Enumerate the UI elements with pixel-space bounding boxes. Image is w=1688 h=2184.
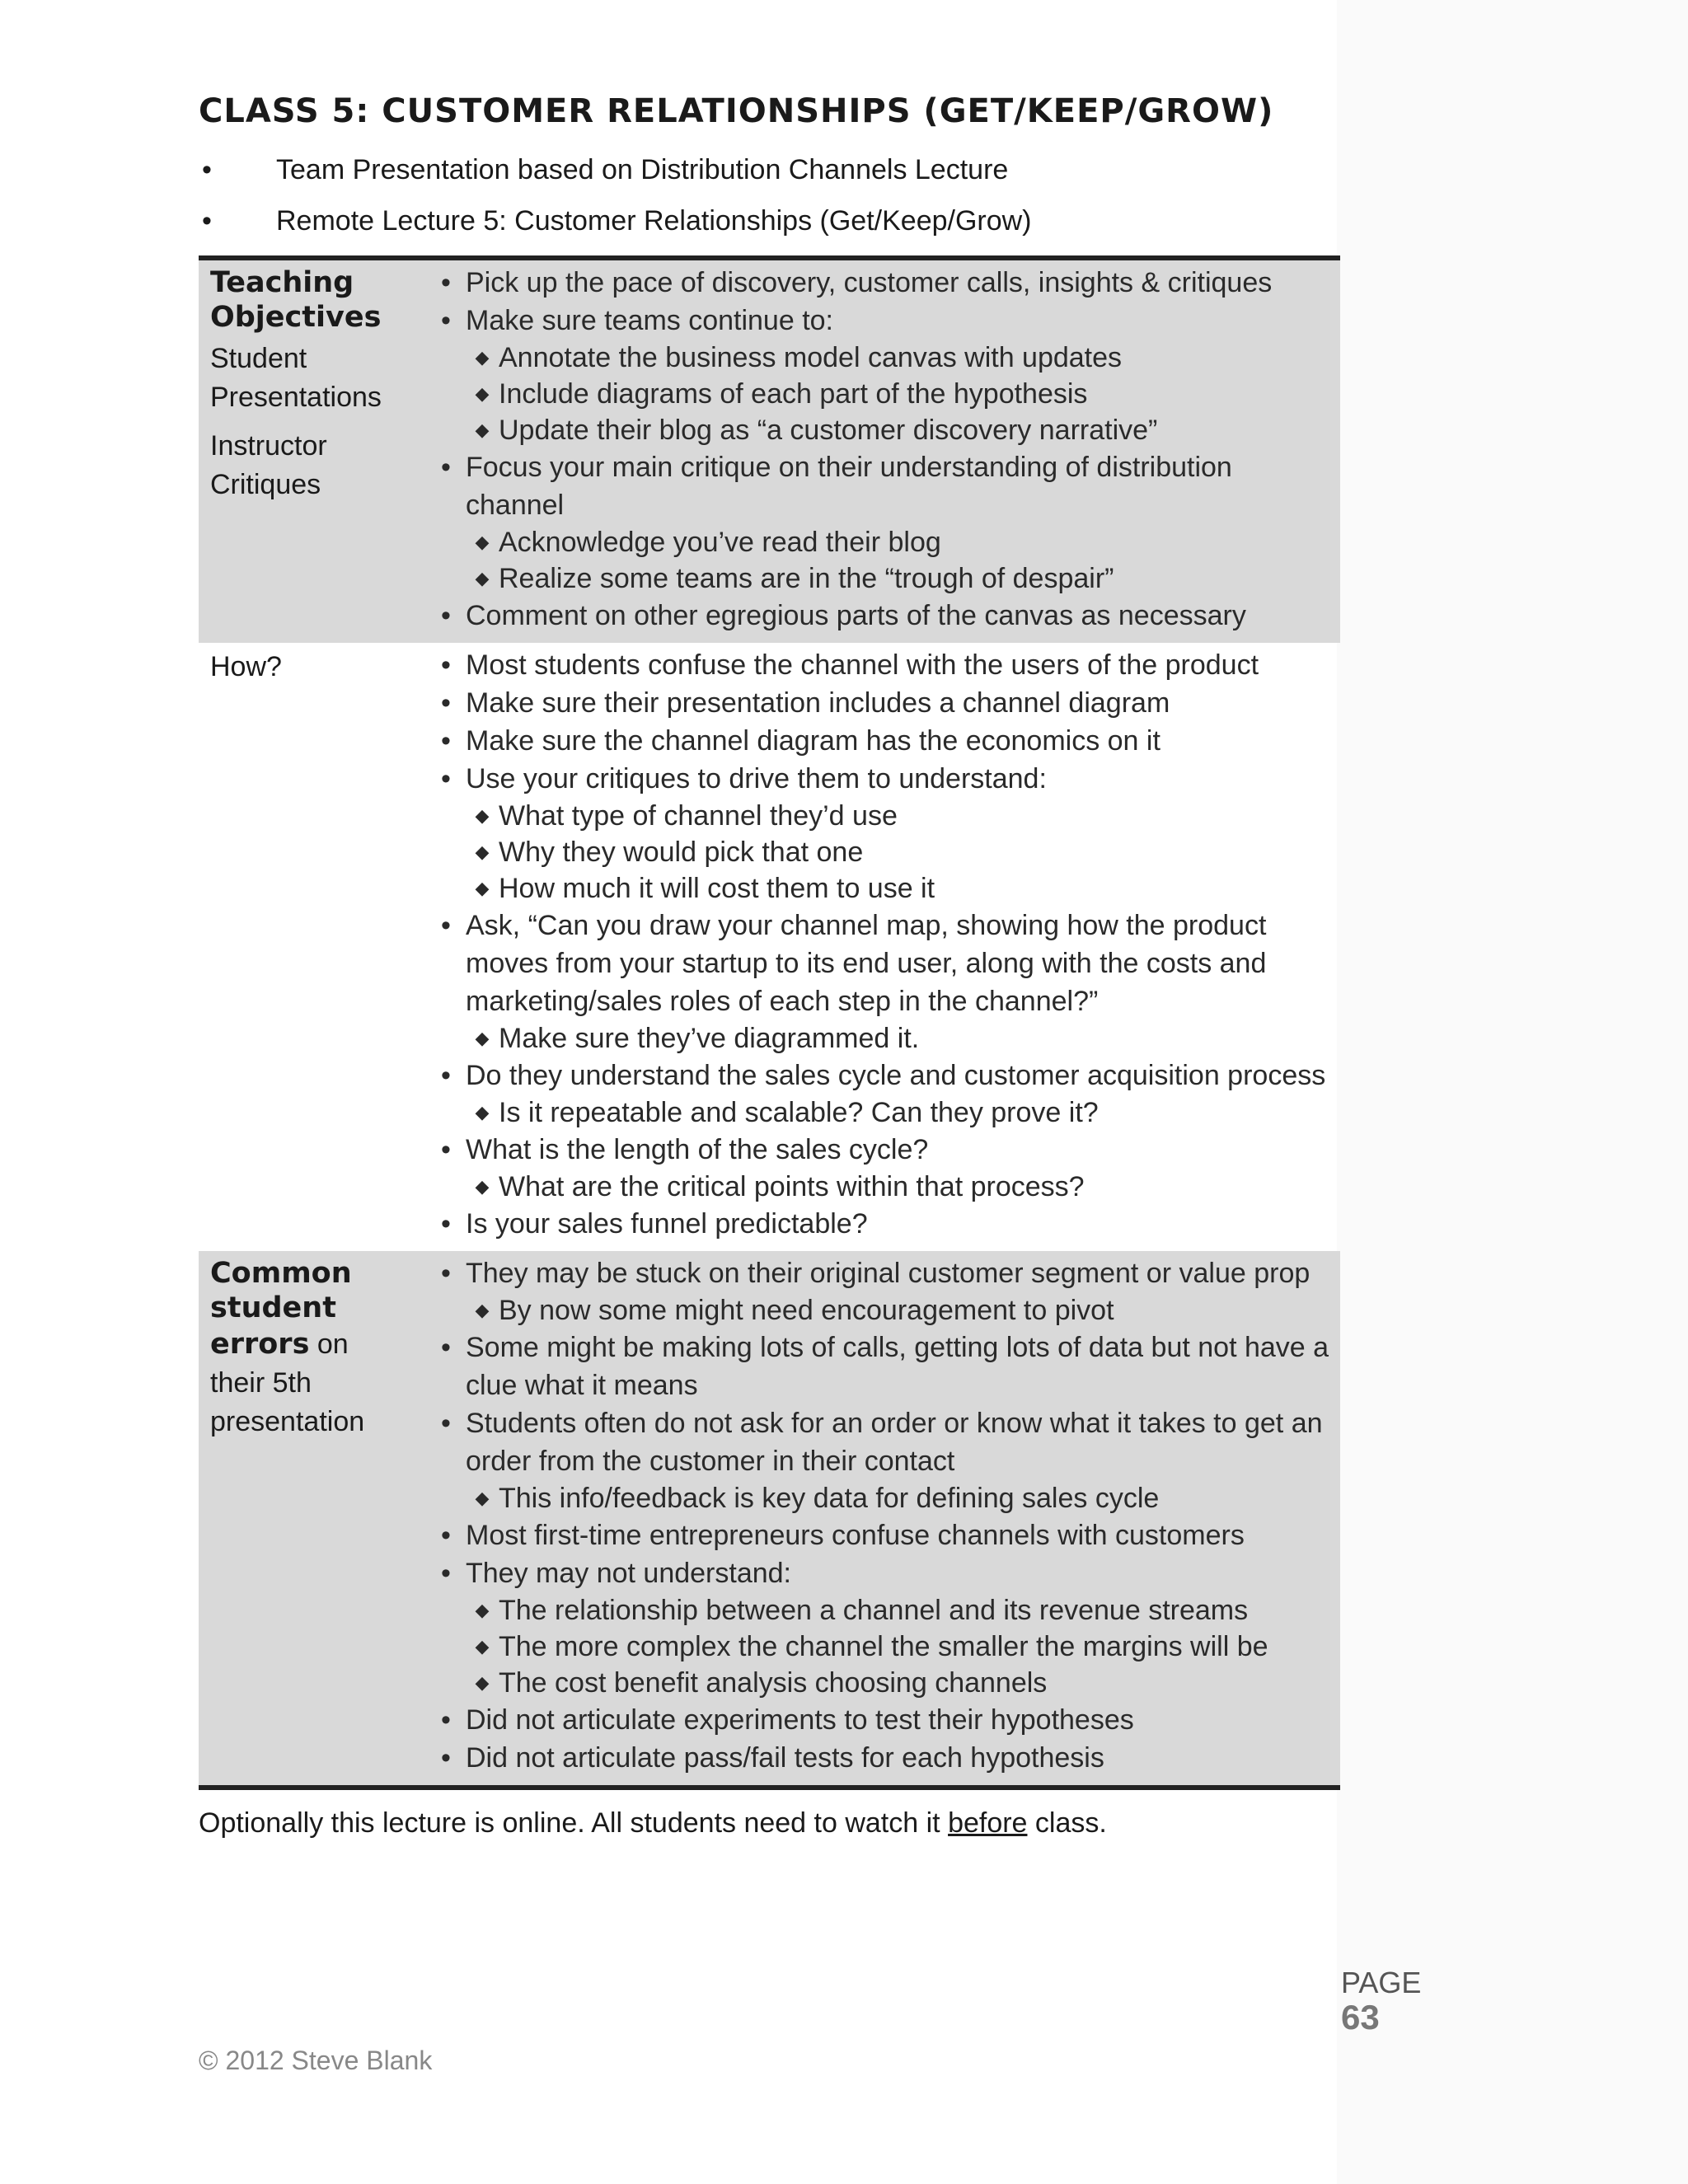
list-item-text: Focus your main critique on their understanding of distribution channel xyxy=(466,452,1232,521)
bullet: • xyxy=(441,649,451,681)
bullet: • xyxy=(441,1060,451,1091)
bullet: • xyxy=(441,452,451,483)
bullet: • xyxy=(202,154,212,185)
sub-list-item xyxy=(426,798,1332,834)
list-item xyxy=(426,448,1332,524)
sub-list-item xyxy=(426,340,1332,376)
bullet: • xyxy=(441,1742,451,1774)
label-text: Presentations xyxy=(210,382,382,413)
bullet: • xyxy=(441,1332,451,1363)
bullet: • xyxy=(441,267,451,298)
sub-list-item xyxy=(426,1629,1332,1665)
footer-note-text: class. xyxy=(1027,1807,1107,1839)
sub-list-item xyxy=(426,1094,1332,1131)
row-items xyxy=(426,258,1340,643)
table-row-teaching-objectives xyxy=(199,258,1340,643)
teaching-table xyxy=(199,255,1340,1790)
sub-list-item-text: This info/feedback is key data for defining sales cycle xyxy=(499,1483,1160,1514)
label-text: presentation xyxy=(210,1406,365,1437)
sub-list-item-text: The cost benefit analysis choosing channels xyxy=(499,1667,1048,1699)
bullet: • xyxy=(441,725,451,757)
row-label xyxy=(199,258,426,643)
diamond-bullet-icon: ◆ xyxy=(475,347,490,368)
list-item-text: Some might be making lots of calls, getting lots of data but not have a clue what it means xyxy=(466,1332,1329,1401)
page-title: CLASS 5: CUSTOMER RELATIONSHIPS (GET/KEEP/GROW) xyxy=(199,92,1274,130)
sub-list-item-text: Annotate the business model canvas with updates xyxy=(499,342,1123,373)
list-item-text: They may be stuck on their original customer segment or value prop xyxy=(466,1258,1311,1289)
list-item-text: What is the length of the sales cycle? xyxy=(466,1134,929,1165)
list-item xyxy=(426,1205,1332,1243)
list-item-text: They may not understand: xyxy=(466,1558,792,1589)
sub-list-item xyxy=(426,870,1332,907)
diamond-bullet-icon: ◆ xyxy=(475,532,490,552)
sub-list-item-text: Update their blog as “a customer discovery narrative” xyxy=(499,415,1158,446)
bullet: • xyxy=(441,687,451,719)
sub-list-item xyxy=(426,1592,1332,1629)
row-label xyxy=(199,1251,426,1788)
sub-list-item xyxy=(426,1480,1332,1516)
sub-list-item-text: Is it repeatable and scalable? Can they prove it? xyxy=(499,1097,1099,1128)
row-label xyxy=(199,643,426,1251)
sub-list-item-text: Why they would pick that one xyxy=(499,837,864,868)
sub-list-item xyxy=(426,1665,1332,1701)
table-row-how xyxy=(199,643,1340,1251)
list-item xyxy=(426,1057,1332,1094)
label-text: Student xyxy=(210,343,307,374)
footer-note-text: Optionally this lecture is online. All students need to watch it xyxy=(199,1807,949,1839)
bullet: • xyxy=(441,910,451,941)
list-item-text: Use your critiques to drive them to understand: xyxy=(466,763,1047,794)
label-heading: errors xyxy=(210,1328,310,1361)
list-item xyxy=(426,760,1332,798)
bullet: • xyxy=(441,305,451,336)
page-content xyxy=(199,92,1340,1840)
bullet: • xyxy=(441,1704,451,1736)
label-heading: student xyxy=(210,1291,336,1324)
intro-text: Team Presentation based on Distribution Channels Lecture xyxy=(276,154,1009,185)
label-text: their 5th xyxy=(210,1367,312,1399)
sub-list-item-text: By now some might need encouragement to pivot xyxy=(499,1295,1114,1326)
diamond-bullet-icon: ◆ xyxy=(475,1488,490,1508)
sub-list-item-text: The more complex the channel the smaller the margins will be xyxy=(499,1631,1268,1662)
diamond-bullet-icon: ◆ xyxy=(475,568,490,588)
right-margin-band xyxy=(1337,0,1688,2184)
bullet: • xyxy=(441,600,451,631)
list-item xyxy=(426,597,1332,635)
sub-list-item xyxy=(426,524,1332,560)
intro-item xyxy=(199,204,1340,237)
label-text: How? xyxy=(210,651,282,682)
list-item xyxy=(426,1739,1332,1777)
diamond-bullet-icon: ◆ xyxy=(475,1600,490,1620)
diamond-bullet-icon: ◆ xyxy=(475,878,490,898)
diamond-bullet-icon: ◆ xyxy=(475,1102,490,1122)
sub-list-item xyxy=(426,1292,1332,1329)
sub-list-item xyxy=(426,834,1332,870)
intro-item xyxy=(199,153,1340,186)
list-item-text: Make sure their presentation includes a channel diagram xyxy=(466,687,1170,719)
diamond-bullet-icon: ◆ xyxy=(475,841,490,862)
page-number: 63 xyxy=(1341,1998,1380,2036)
intro-text: Remote Lecture 5: Customer Relationships (Get/Keep/Grow) xyxy=(276,205,1032,237)
list-item xyxy=(426,1254,1332,1292)
sub-list-item-text: Include diagrams of each part of the hypothesis xyxy=(499,378,1088,410)
footer-note xyxy=(199,1807,1340,1840)
list-item-text: Make sure the channel diagram has the economics on it xyxy=(466,725,1160,757)
label-text: on xyxy=(309,1329,349,1360)
bullet: • xyxy=(441,1258,451,1289)
table-row-common-errors xyxy=(199,1251,1340,1788)
copyright: © 2012 Steve Blank xyxy=(199,2046,433,2075)
label-heading: Objectives xyxy=(210,301,382,334)
sub-list-item xyxy=(426,412,1332,448)
list-item xyxy=(426,302,1332,340)
list-item-text: Is your sales funnel predictable? xyxy=(466,1208,868,1240)
list-item xyxy=(426,264,1332,302)
list-item xyxy=(426,646,1332,684)
list-item-text: Most students confuse the channel with the users of the product xyxy=(466,649,1259,681)
list-item-text: Comment on other egregious parts of the canvas as necessary xyxy=(466,600,1246,631)
list-item-text: Students often do not ask for an order or know what it takes to get an order from the customer in their contact xyxy=(466,1408,1323,1477)
label-text: Instructor xyxy=(210,430,327,462)
bullet: • xyxy=(441,1134,451,1165)
sub-list-item xyxy=(426,560,1332,597)
footer-note-emphasis: before xyxy=(948,1807,1028,1839)
list-item-text: Do they understand the sales cycle and customer acquisition process xyxy=(466,1060,1326,1091)
list-item xyxy=(426,907,1332,1020)
bullet: • xyxy=(441,1520,451,1551)
sub-list-item-text: The relationship between a channel and its revenue streams xyxy=(499,1595,1249,1626)
list-item xyxy=(426,1131,1332,1169)
sub-list-item-text: Realize some teams are in the “trough of despair” xyxy=(499,563,1114,594)
diamond-bullet-icon: ◆ xyxy=(475,805,490,826)
bullet: • xyxy=(441,1558,451,1589)
diamond-bullet-icon: ◆ xyxy=(475,419,490,440)
intro-list xyxy=(199,153,1340,237)
bullet: • xyxy=(202,205,212,237)
sub-list-item-text: What type of channel they’d use xyxy=(499,800,898,832)
sub-list-item xyxy=(426,1020,1332,1057)
row-items xyxy=(426,1251,1340,1788)
diamond-bullet-icon: ◆ xyxy=(475,1636,490,1657)
diamond-bullet-icon: ◆ xyxy=(475,1176,490,1197)
label-text: Critiques xyxy=(210,469,321,500)
sub-list-item xyxy=(426,376,1332,412)
list-item-text: Ask, “Can you draw your channel map, showing how the product moves from your startup to its end user, along with the costs and marketing/sales roles of each step in the channel?” xyxy=(466,910,1267,1017)
diamond-bullet-icon: ◆ xyxy=(475,1300,490,1320)
diamond-bullet-icon: ◆ xyxy=(475,1672,490,1693)
sub-list-item-text: Make sure they’ve diagrammed it. xyxy=(499,1023,920,1054)
list-item xyxy=(426,684,1332,722)
row-items xyxy=(426,643,1340,1251)
list-item-text: Did not articulate pass/fail tests for each hypothesis xyxy=(466,1742,1104,1774)
list-item-text: Most first-time entrepreneurs confuse channels with customers xyxy=(466,1520,1245,1551)
bullet: • xyxy=(441,1208,451,1240)
sub-list-item-text: Acknowledge you’ve read their blog xyxy=(499,527,941,558)
list-item-text: Did not articulate experiments to test their hypotheses xyxy=(466,1704,1134,1736)
list-item xyxy=(426,722,1332,760)
sub-list-item-text: What are the critical points within that process? xyxy=(499,1171,1085,1202)
list-item-text: Pick up the pace of discovery, customer calls, insights & critiques xyxy=(466,267,1273,298)
list-item xyxy=(426,1329,1332,1404)
list-item-text: Make sure teams continue to: xyxy=(466,305,834,336)
list-item xyxy=(426,1554,1332,1592)
label-heading: Common xyxy=(210,1257,352,1290)
bullet: • xyxy=(441,763,451,794)
list-item xyxy=(426,1516,1332,1554)
bullet: • xyxy=(441,1408,451,1439)
sub-list-item xyxy=(426,1169,1332,1205)
list-item xyxy=(426,1701,1332,1739)
list-item xyxy=(426,1404,1332,1480)
page-label: PAGE xyxy=(1341,1966,1422,1999)
diamond-bullet-icon: ◆ xyxy=(475,383,490,404)
diamond-bullet-icon: ◆ xyxy=(475,1028,490,1048)
label-heading: Teaching xyxy=(210,266,354,299)
sub-list-item-text: How much it will cost them to use it xyxy=(499,873,935,904)
